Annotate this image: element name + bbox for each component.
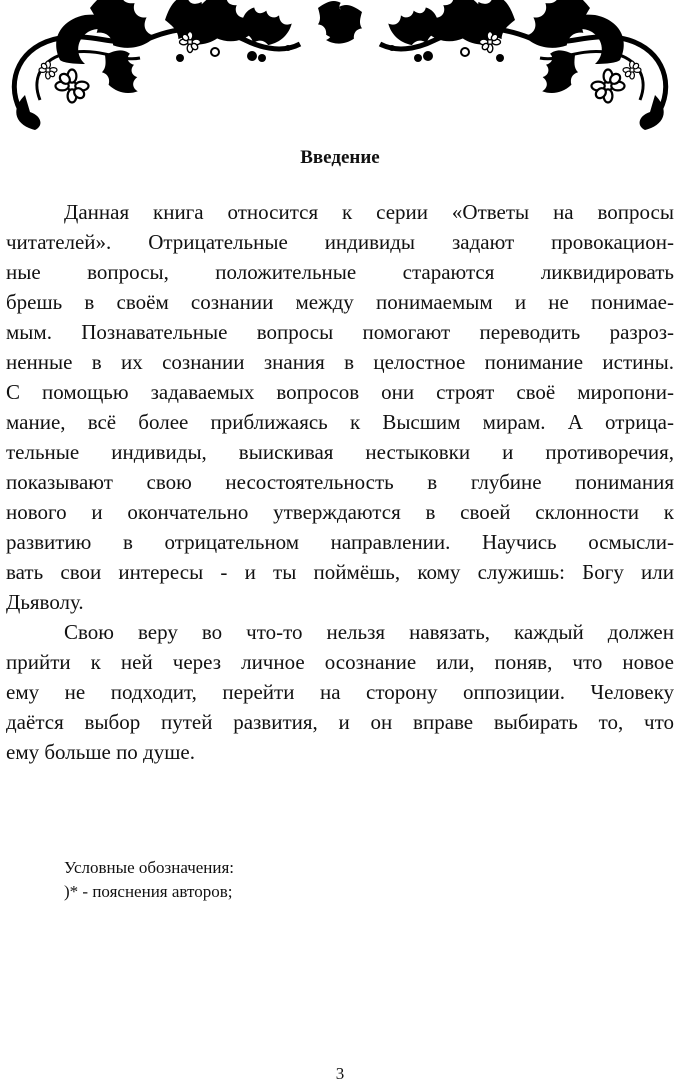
- text-line: ненные в их сознании знания в целостное понимание истины.: [6, 350, 674, 374]
- text-line: мым. Познавательные вопросы помогают переводить разроз-: [6, 320, 674, 344]
- text-line: прийти к ней через личное осознание или, поняв, что новое: [6, 650, 674, 674]
- text-line: ему не подходит, перейти на сторону оппозиции. Человеку: [6, 680, 674, 704]
- page-number: 3: [335, 1064, 345, 1083]
- text-line: Данная книга относится к серии «Ответы на вопросы: [64, 200, 674, 224]
- text-line: мание, всё более приближаясь к Высшим мирам. А отрица-: [6, 410, 674, 434]
- body-text: [6, 197, 674, 767]
- text-line: нового и окончательно утверждаются в своей склонности к: [6, 500, 674, 524]
- text-line: вать свои интересы - и ты поймёшь, кому служишь: Богу или: [6, 560, 674, 584]
- text-line: развитию в отрицательном направлении. Научись осмысли-: [6, 530, 674, 554]
- text-line: Свою веру во что-то нельзя навязать, каждый должен: [64, 620, 674, 644]
- legend: [64, 856, 234, 904]
- paragraph-2: [6, 617, 674, 767]
- text-line: ные вопросы, положительные стараются ликвидировать: [6, 260, 674, 284]
- decorative-header-ornament: [0, 0, 680, 140]
- legend-heading: Условные обозначения:: [64, 858, 235, 877]
- text-line: Дьяволу.: [6, 590, 84, 614]
- paragraph-1: [6, 197, 674, 617]
- text-line: ему больше по душе.: [6, 740, 195, 764]
- text-line: показывают свою несостоятельность в глубине понимания: [6, 470, 674, 494]
- text-line: даётся выбор путей развития, и он вправе выбирать то, что: [6, 710, 674, 734]
- text-line: С помощью задаваемых вопросов они строят своё миропони-: [6, 380, 674, 404]
- text-line: тельные индивиды, выискивая нестыковки и противоречия,: [6, 440, 674, 464]
- page-title: Введение: [300, 147, 380, 168]
- legend-item: )* - пояснения авторов;: [64, 882, 233, 901]
- text-line: читателей». Отрицательные индивиды задают провокацион-: [6, 230, 674, 254]
- text-line: брешь в своём сознании между понимаемым и не понимае-: [6, 290, 674, 314]
